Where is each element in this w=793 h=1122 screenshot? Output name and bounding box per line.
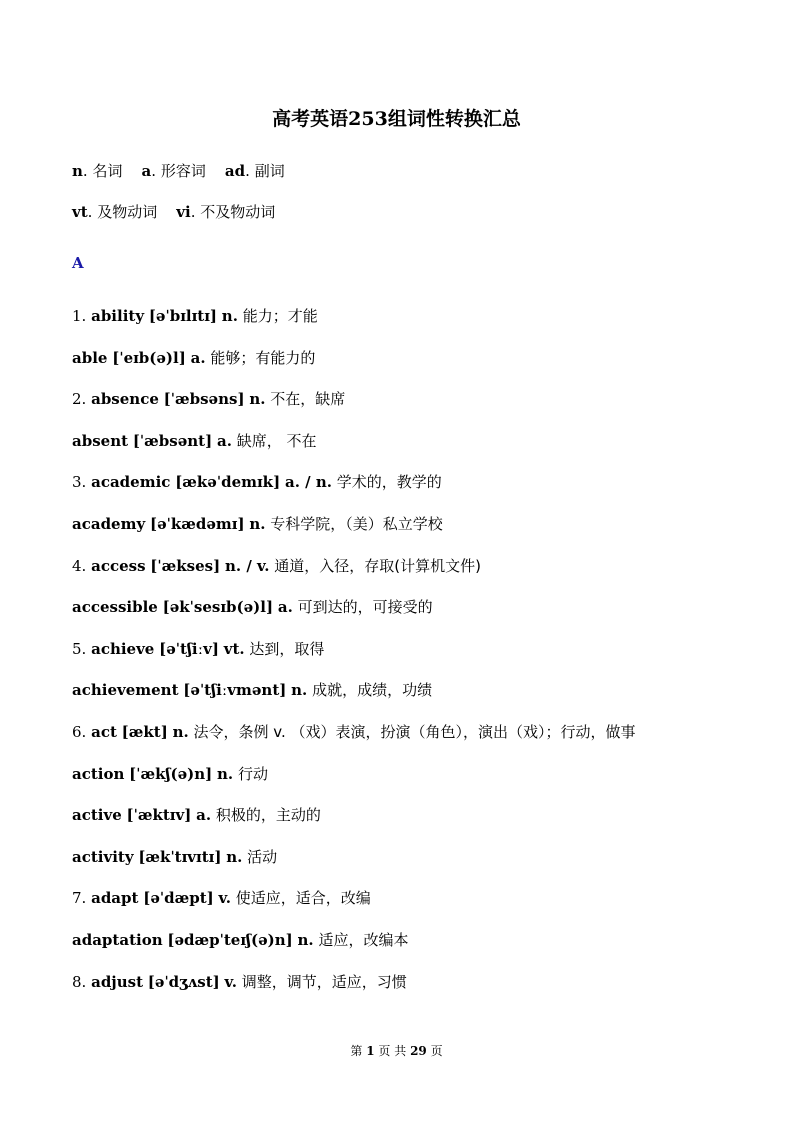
legend-meaning: 不及物动词	[200, 203, 276, 221]
entry-definition: 行动	[237, 765, 268, 783]
entry-number: 3.	[72, 473, 87, 491]
entry-pos: a. / n.	[284, 473, 332, 491]
entry-phonetic: [əˈkædəmɪ]	[149, 515, 245, 533]
entry-line	[72, 430, 316, 451]
entry-phonetic: [ˈækses]	[150, 557, 221, 575]
entry-phonetic: [ækt]	[121, 723, 168, 741]
entry-word: act	[91, 723, 117, 741]
entry-number: 2.	[72, 390, 87, 408]
legend-line-1: n. 名词 a. 形容词 ad. 副词	[72, 162, 285, 180]
entry-phonetic: [ˈækʃ(ə)n]	[129, 765, 213, 783]
entry-word: absence	[91, 390, 159, 408]
footer-text: 页	[430, 1044, 443, 1058]
entry-word: academy	[72, 515, 146, 533]
entry-line	[72, 388, 345, 409]
entry-number: 6.	[72, 723, 87, 741]
entry-line	[72, 638, 324, 659]
legend-abbr: ad	[224, 162, 246, 180]
entry-word: adjust	[91, 973, 144, 991]
entry-definition: 能够；有能力的	[210, 349, 316, 367]
entry-definition: 积极的，主动的	[215, 806, 321, 824]
entry-definition: 专科学院，（美）私立学校	[270, 515, 443, 533]
entry-pos: n. / v.	[224, 557, 270, 575]
entry-word: active	[72, 806, 122, 824]
entry-line	[72, 721, 636, 742]
entry-definition: 使适应，适合，改编	[235, 889, 371, 907]
footer-total-pages: 29	[410, 1044, 427, 1058]
entry-pos: n.	[221, 307, 238, 325]
entry-pos: n.	[291, 681, 308, 699]
entry-pos: a.	[277, 598, 293, 616]
entry-line	[72, 555, 481, 576]
entry-pos: a.	[216, 432, 232, 450]
entry-word: achievement	[72, 681, 179, 699]
page-footer	[0, 1042, 793, 1059]
entry-definition: 缺席， 不在	[236, 432, 317, 450]
entry-word: achieve	[91, 640, 155, 658]
entry-definition: 通道，入径，存取(计算机文件)	[274, 557, 481, 575]
entry-phonetic: [əkˈsesɪb(ə)l]	[162, 598, 274, 616]
entry-line	[72, 347, 315, 368]
entry-phonetic: [əˈdæpt]	[143, 889, 214, 907]
entry-line	[72, 887, 371, 908]
legend-abbr: a	[141, 162, 152, 180]
entry-phonetic: [ˈæktɪv]	[126, 806, 192, 824]
entry-word: access	[91, 557, 146, 575]
entry-word: ability	[91, 307, 145, 325]
entry-phonetic: [əˈdʒʌst]	[147, 973, 220, 991]
entry-pos: vt.	[223, 640, 245, 658]
entry-phonetic: [ækəˈdemɪk]	[175, 473, 281, 491]
entry-line	[72, 763, 268, 784]
entry-line	[72, 513, 443, 534]
entry-number: 1.	[72, 307, 87, 325]
entry-number: 7.	[72, 889, 87, 907]
page-title: 高考英语253组词性转换汇总	[272, 108, 521, 130]
legend-meaning: 形容词	[160, 162, 206, 180]
legend-abbr: vt	[72, 203, 88, 221]
entry-phonetic: [əˈtʃiːv]	[159, 640, 219, 658]
entry-pos: v.	[224, 973, 237, 991]
entry-phonetic: [ˈeɪb(ə)l]	[112, 349, 186, 367]
entry-pos: n.	[249, 515, 266, 533]
entry-line	[72, 804, 321, 825]
entry-definition: 调整，调节，适应，习惯	[241, 973, 407, 991]
entry-pos: n.	[172, 723, 189, 741]
entry-number: 8.	[72, 973, 87, 991]
footer-page-number: 1	[366, 1044, 375, 1058]
entry-phonetic: [ækˈtɪvɪtɪ]	[138, 848, 222, 866]
entry-definition: 法令，条例 v. （戏）表演，扮演（角色），演出（戏）；行动，做事	[193, 723, 636, 741]
entry-definition: 可到达的，可接受的	[297, 598, 433, 616]
entry-definition: 能力；才能	[242, 307, 318, 325]
entry-line	[72, 846, 277, 867]
entry-line	[72, 596, 433, 617]
entry-word: able	[72, 349, 108, 367]
section-heading: A	[72, 254, 84, 272]
entry-definition: 学术的，教学的	[336, 473, 442, 491]
legend-meaning: 副词	[254, 162, 285, 180]
footer-text: 第	[350, 1044, 363, 1058]
entry-pos: n.	[226, 848, 243, 866]
entry-definition: 成就，成绩，功绩	[312, 681, 433, 699]
entry-word: adapt	[91, 889, 139, 907]
entry-word: adaptation	[72, 931, 163, 949]
entry-pos: n.	[297, 931, 314, 949]
legend-abbr: vi	[176, 203, 191, 221]
entry-phonetic: [əˈtʃiːvmənt]	[183, 681, 287, 699]
entry-definition: 活动	[247, 848, 278, 866]
entry-line	[72, 471, 442, 492]
entry-pos: a.	[190, 349, 206, 367]
entry-phonetic: [əˈbɪlɪtɪ]	[148, 307, 218, 325]
legend-line-2: vt. 及物动词 vi. 不及物动词	[72, 203, 276, 221]
entry-phonetic: [ˈæbsənt]	[132, 432, 213, 450]
legend-abbr: n	[72, 162, 83, 180]
entry-word: activity	[72, 848, 134, 866]
legend-meaning: 名词	[92, 162, 123, 180]
entry-pos: v.	[218, 889, 231, 907]
entry-word: action	[72, 765, 125, 783]
entry-line	[72, 305, 318, 326]
entry-pos: a.	[196, 806, 212, 824]
entry-pos: n.	[249, 390, 266, 408]
entry-phonetic: [ˈæbsəns]	[163, 390, 245, 408]
entry-word: absent	[72, 432, 129, 450]
entry-word: accessible	[72, 598, 158, 616]
legend-meaning: 及物动词	[97, 203, 158, 221]
entry-definition: 达到，取得	[249, 640, 325, 658]
entry-definition: 适应，改编本	[318, 931, 409, 949]
entry-phonetic: [ədæpˈteɪʃ(ə)n]	[167, 931, 293, 949]
entry-number: 4.	[72, 557, 87, 575]
footer-text: 页	[378, 1044, 391, 1058]
entry-line	[72, 971, 407, 992]
entry-word: academic	[91, 473, 171, 491]
entry-number: 5.	[72, 640, 87, 658]
entry-line	[72, 929, 408, 950]
entry-definition: 不在，缺席	[270, 390, 346, 408]
entry-line	[72, 679, 432, 700]
footer-text: 共	[394, 1044, 407, 1058]
entry-pos: n.	[217, 765, 234, 783]
